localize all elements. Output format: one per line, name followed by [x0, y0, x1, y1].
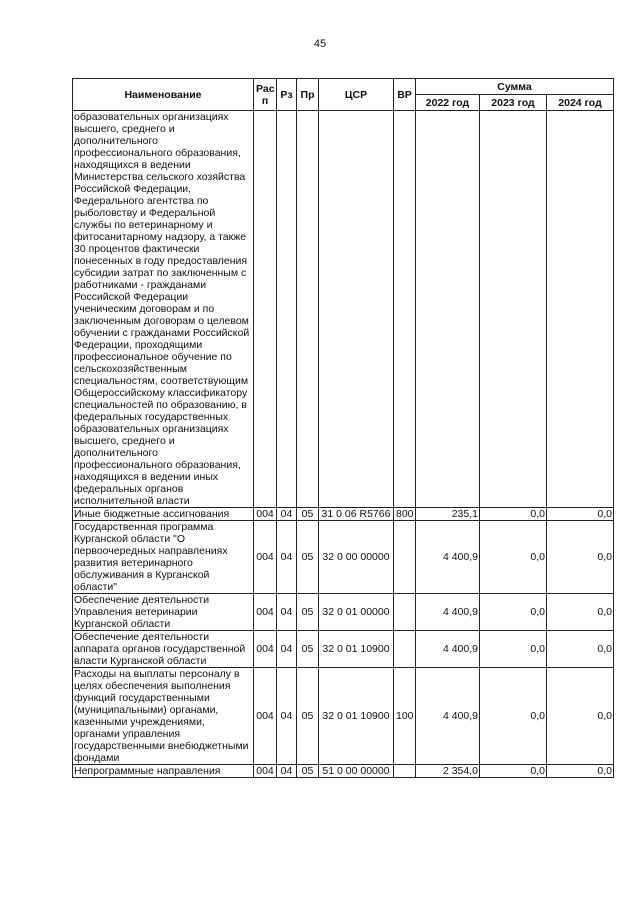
cell-vr	[394, 631, 416, 668]
header-name: Наименование	[73, 79, 254, 111]
cell-rz: 04	[277, 521, 297, 594]
cell-rz	[277, 111, 297, 508]
table-row	[73, 521, 614, 594]
cell-pr: 05	[297, 594, 319, 631]
cell-vr	[394, 111, 416, 508]
cell-name: Государственная программа Курганской области "О первоочередных направлениях развития ветеринарного обслуживания в Курганской области"	[73, 521, 254, 594]
header-2024: 2024 год	[547, 95, 614, 111]
cell-rasp: 004	[254, 765, 277, 778]
cell-pr	[297, 111, 319, 508]
cell-rasp	[254, 111, 277, 508]
header-csr: ЦСР	[319, 79, 394, 111]
cell-pr: 05	[297, 521, 319, 594]
continuation-text: образовательных организациях высшего, среднего и дополнительного профессионального образования, находящихся в ведении Министерства сельского хозяйства Российской Федерации, Федерального агентства по рыболовству и Федеральной службы по ветеринарному и фитосанитарному надзору, а также 30 процентов фактически понесенных в году предоставления субсидии затрат по заключенным с работниками - гражданами Российской Федерации ученическим договорам и по заключенным договорам о целевом обучении с гражданами Российской Федерации, проходящими профессиональное обучение по сельскохозяйственным специальностям, соответствующим Общероссийскому классификатору специальностей по образованию, в федеральных государственных образовательных организациях высшего, среднего и дополнительного профессионального образования, находящихся в ведении иных федеральных органов исполнительной власти	[74, 111, 250, 507]
cell-name: Обеспечение деятельности Управления ветеринарии Курганской области	[73, 594, 254, 631]
cell-rz: 04	[277, 631, 297, 668]
cell-2022: 235,1	[416, 508, 480, 521]
cell-vr	[394, 521, 416, 594]
cell-2023: 0,0	[480, 521, 547, 594]
cell-2024: 0,0	[547, 594, 614, 631]
cell-2023	[480, 111, 547, 508]
cell-vr	[394, 765, 416, 778]
cell-2024: 0,0	[547, 521, 614, 594]
cell-rz: 04	[277, 508, 297, 521]
cell-rasp: 004	[254, 521, 277, 594]
cell-2023: 0,0	[480, 765, 547, 778]
cell-rz: 04	[277, 594, 297, 631]
page-number: 45	[313, 38, 327, 50]
header-rasp: Рас п	[254, 79, 277, 111]
cell-csr: 32 0 01 10900	[319, 631, 394, 668]
table-row	[73, 631, 614, 668]
table-row	[73, 668, 614, 765]
header-2023: 2023 год	[480, 95, 547, 111]
cell-csr: 32 0 01 00000	[319, 594, 394, 631]
cell-2024: 0,0	[547, 765, 614, 778]
cell-2022: 2 354,0	[416, 765, 480, 778]
cell-2023: 0,0	[480, 594, 547, 631]
table-row	[73, 594, 614, 631]
table-row	[73, 508, 614, 521]
table-row-continuation	[73, 111, 614, 508]
cell-2022: 4 400,9	[416, 521, 480, 594]
cell-2024: 0,0	[547, 668, 614, 765]
cell-csr	[319, 111, 394, 508]
cell-2024	[547, 111, 614, 508]
cell-2024: 0,0	[547, 631, 614, 668]
cell-name	[73, 111, 254, 508]
cell-name: Обеспечение деятельности аппарата органов государственной власти Курганской области	[73, 631, 254, 668]
header-pr: Пр	[297, 79, 319, 111]
cell-2023: 0,0	[480, 668, 547, 765]
table-row	[73, 765, 614, 778]
cell-csr: 31 0 06 R5766	[319, 508, 394, 521]
cell-pr: 05	[297, 765, 319, 778]
cell-2022: 4 400,9	[416, 594, 480, 631]
cell-2024: 0,0	[547, 508, 614, 521]
header-rz: Рз	[277, 79, 297, 111]
cell-name: Иные бюджетные ассигнования	[73, 508, 254, 521]
cell-rasp: 004	[254, 668, 277, 765]
cell-rz: 04	[277, 765, 297, 778]
cell-pr: 05	[297, 668, 319, 765]
cell-name: Непрограммные направления	[73, 765, 254, 778]
cell-2022: 4 400,9	[416, 631, 480, 668]
cell-vr	[394, 594, 416, 631]
cell-name: Расходы на выплаты персоналу в целях обеспечения выполнения функций государственными (муниципальными) органами, казенными учреждениями, органами управления государственными внебюджетными фондами	[73, 668, 254, 765]
cell-rasp: 004	[254, 594, 277, 631]
cell-pr: 05	[297, 631, 319, 668]
budget-table	[72, 78, 614, 778]
cell-rz: 04	[277, 668, 297, 765]
cell-pr: 05	[297, 508, 319, 521]
header-sum: Сумма	[416, 79, 614, 95]
cell-csr: 32 0 01 10900	[319, 668, 394, 765]
cell-rasp: 004	[254, 631, 277, 668]
header-vr: ВР	[394, 79, 416, 111]
cell-2023: 0,0	[480, 508, 547, 521]
header-row-1	[73, 79, 614, 95]
cell-csr: 51 0 00 00000	[319, 765, 394, 778]
cell-rasp: 004	[254, 508, 277, 521]
cell-2022	[416, 111, 480, 508]
cell-vr: 100	[394, 668, 416, 765]
cell-csr: 32 0 00 00000	[319, 521, 394, 594]
cell-2023: 0,0	[480, 631, 547, 668]
header-2022: 2022 год	[416, 95, 480, 111]
cell-2022: 4 400,9	[416, 668, 480, 765]
cell-vr: 800	[394, 508, 416, 521]
